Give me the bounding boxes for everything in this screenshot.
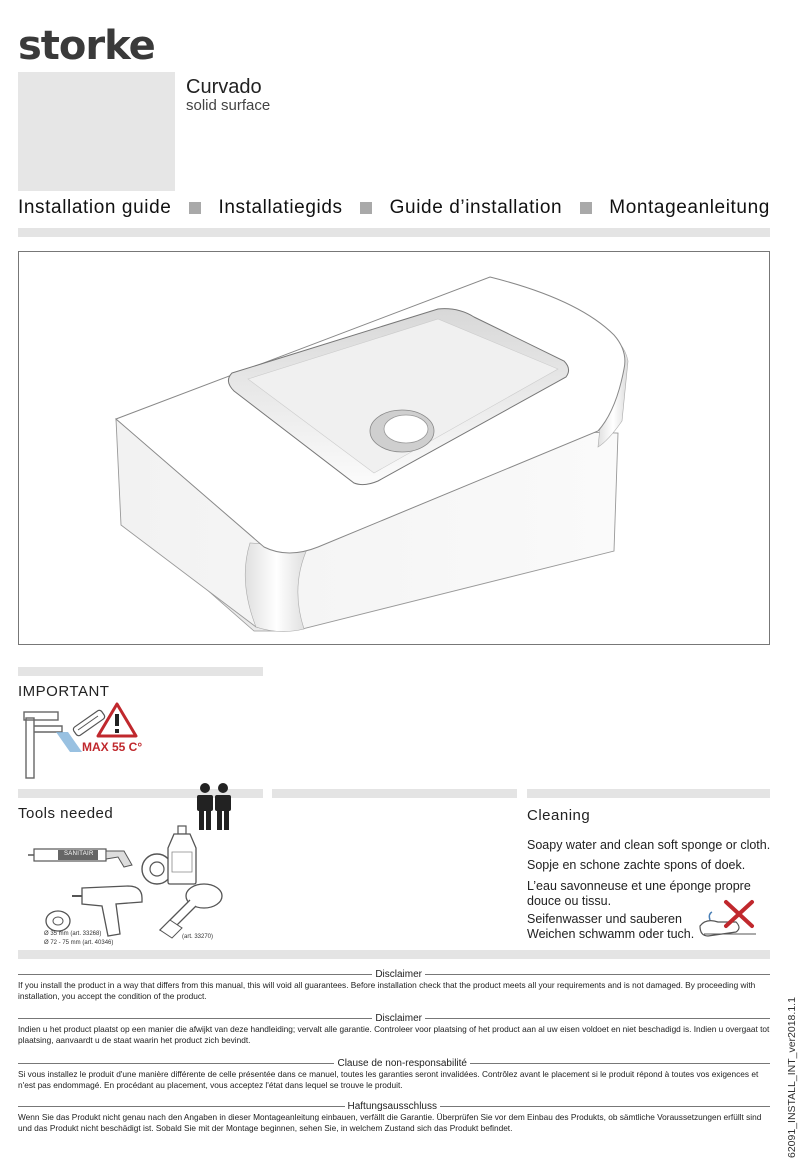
cleaning-text-fr-1: L’eau savonneuse et une éponge propre [527, 879, 751, 893]
tools-heading: Tools needed [18, 805, 114, 822]
guide-title-de: Montageanleitung [609, 197, 770, 218]
product-name: Curvado [186, 76, 262, 98]
guide-title-row [18, 196, 770, 220]
guide-title-nl: Installatiegids [218, 197, 343, 218]
cleaning-heading: Cleaning [527, 807, 591, 824]
disclaimer-text-fr: Si vous installez le produit d'une manière différente de celle présentée dans ce manuel, toutes les garanties seront invalidées. Contrôlez avant le placement si le produit répond à toutes vos exigences et n'est pas endommagé. En procédant au placement, vous acceptez l'état dans lequel se trouve le produit. [18, 1069, 759, 1090]
separator-square [360, 202, 372, 214]
washbasin-illustration [18, 251, 770, 643]
drill-bit-35-label: Ø 35 mm (art. 33268) [44, 931, 102, 937]
two-persons-icon [194, 782, 234, 832]
color-swatch [18, 72, 175, 191]
cleaning-bar [527, 789, 770, 798]
wrench-tool-icon [150, 880, 226, 940]
max-temperature-label: MAX 55 C° [82, 740, 143, 754]
middle-bar [272, 789, 517, 798]
cleaning-text-en: Soapy water and clean soft sponge or cloth. [527, 838, 771, 852]
cleaning-text-fr-2: douce ou tissu. [527, 894, 612, 908]
divider-bar [18, 228, 770, 237]
disclaimer-title-en: Disclaimer [18, 969, 770, 980]
disclaimer-text-de: Wenn Sie das Produkt nicht genau nach den Angaben in dieser Montageanleitung einbauen, verfällt die Garantie. Überprüfen Sie vor dem Einbau des Produkts, ob sämtliche Voraussetzungen erfüllt sind und das Produkt nicht beschädigt ist. Sobald Sie mit der Montage beginnen, sehen Sie, in welchem Zustand sich das Produkt befindet. [18, 1112, 762, 1133]
warning-triangle-icon [96, 702, 138, 738]
guide-title-en: Installation guide [18, 197, 172, 218]
disclaimer-text-nl: Indien u het product plaatst op een manier die afwijkt van deze handleiding; vervalt alle garantie. Controleer voor plaatsing of het product aan al uw eisen voldoet en niet beschadigd is. Indien u overgaat tot plaatsing, aanvaardt u de staat waarin het product zich bevindt. [18, 1024, 770, 1045]
detergent-bottle-icon [164, 826, 200, 886]
disclaimer-top-bar [18, 950, 770, 959]
separator-square [580, 202, 592, 214]
disclaimer-title-de: Haftungsausschluss [18, 1101, 770, 1112]
cleaning-text-nl: Sopje en schone zachte spons of doek. [527, 858, 746, 872]
brand-logo: storke [18, 23, 155, 69]
separator-square [189, 202, 201, 214]
disclaimer-title-fr: Clause de non-responsabilité [18, 1058, 770, 1069]
disclaimer-title-nl: Disclaimer [18, 1013, 770, 1024]
important-bar [18, 667, 263, 676]
no-abrasive-cleaning-icon [696, 896, 768, 942]
disclaimer-text-en: If you install the product in a way that differs from this manual, this will void all guarantees. Before installation check that the product meets all your requirements and is not damaged. By proceeding with installation, you accept the condition of the product. [18, 980, 756, 1001]
sealant-label: SANITAIR [64, 851, 94, 857]
product-material: solid surface [186, 97, 271, 114]
cleaning-text-de-1: Seifenwasser und sauberen [527, 912, 682, 926]
document-code: 62091_INSTALL_INT_ver2018.1.1 [786, 997, 798, 1158]
important-heading: IMPORTANT [18, 683, 110, 700]
tool-art-label: (art. 33270) [182, 934, 214, 940]
drill-bit-72-label: Ø 72 - 75 mm (art. 40346) [44, 940, 114, 946]
cleaning-text-de-2: Weichen schwamm oder tuch. [527, 927, 695, 941]
guide-title-fr: Guide d’installation [389, 197, 563, 218]
